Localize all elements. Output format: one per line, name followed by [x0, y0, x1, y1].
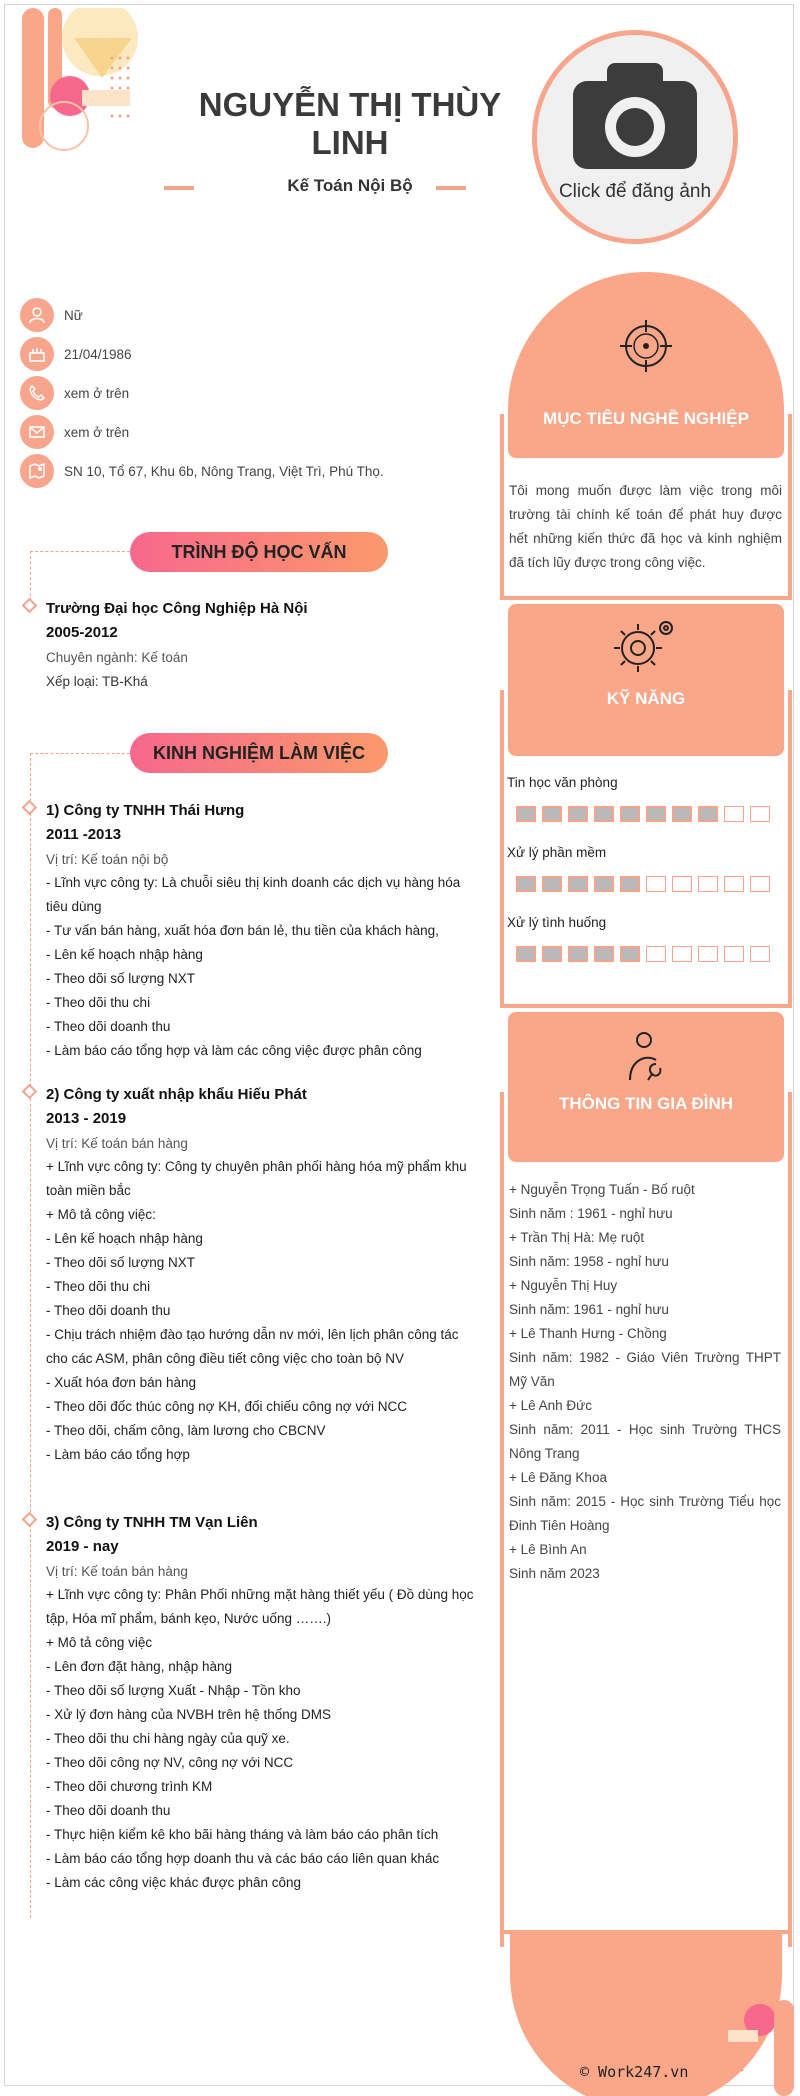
- job-duty: - Theo dõi công nợ NV, công nợ với NCC: [46, 1755, 294, 1770]
- skill-square-empty: [698, 946, 718, 962]
- gear-icon: [610, 614, 682, 678]
- skill-square-filled: [568, 806, 588, 822]
- job-years: 2013 - 2019: [46, 1110, 127, 1127]
- job-duty: - Theo dõi đốc thúc công nợ KH, đối chiếu công nợ với NCC: [46, 1399, 407, 1414]
- objective-heading: MỤC TIÊU NGHỀ NGHIỆP: [543, 409, 749, 428]
- job-duty: - Làm báo cáo tổng hợp doanh thu và các báo cáo liên quan khác: [46, 1851, 440, 1866]
- skill-square-empty: [750, 946, 770, 962]
- skills-heading: KỸ NĂNG: [606, 689, 686, 708]
- job-company: 3) Công ty TNHH TM Vạn Liên: [46, 1514, 258, 1531]
- job-duty: - Làm báo cáo tổng hợp và làm các công việc được phân công: [46, 1043, 422, 1058]
- title-divider-right: [436, 186, 466, 190]
- job-duty: - Lĩnh vực công ty: Là chuỗi siêu thị kinh doanh các dịch vụ hàng hóa tiêu dùng: [46, 875, 461, 914]
- job-description: [46, 1583, 482, 1895]
- family-line: + Lê Anh Đức: [509, 1398, 592, 1413]
- skill-square-filled: [516, 876, 536, 892]
- contact-phone: [20, 376, 490, 410]
- job-duty: + Mô tả công việc:: [46, 1207, 156, 1222]
- section-connector: [30, 753, 130, 754]
- family-line: + Lê Bình An: [509, 1542, 587, 1557]
- family-list: [509, 1178, 781, 1586]
- job-duty: - Theo dõi số lượng NXT: [46, 971, 195, 986]
- phone-icon: [20, 376, 54, 410]
- person-icon: [20, 298, 54, 332]
- job-duty: - Theo dõi số lượng NXT: [46, 1255, 195, 1270]
- skill-square-empty: [672, 876, 692, 892]
- school-grade: Xếp loại: TB-Khá: [46, 674, 148, 689]
- contact-address: [20, 454, 490, 488]
- job-duty: - Theo dõi thu chi: [46, 995, 151, 1010]
- skill-name: Xử lý phần mềm: [507, 845, 607, 860]
- job-description: [46, 1155, 482, 1467]
- skill-square-empty: [646, 876, 666, 892]
- skill-square-filled: [620, 806, 640, 822]
- job-duty: - Lên kế hoạch nhập hàng: [46, 1231, 203, 1246]
- school-years: 2005-2012: [46, 624, 118, 641]
- skill-square-filled: [542, 946, 562, 962]
- mail-icon: [20, 415, 54, 449]
- job-position: Vị trí: Kế toán nội bộ: [46, 852, 169, 867]
- job-duty: - Tư vấn bán hàng, xuất hóa đơn bán lẻ, thu tiền của khách hàng,: [46, 923, 439, 938]
- skill-square-empty: [750, 806, 770, 822]
- school-major: Chuyên ngành: Kế toán: [46, 650, 188, 665]
- skill-rating: [516, 876, 770, 892]
- family-line: + Nguyễn Thị Huy: [509, 1278, 618, 1293]
- contact-text: Nữ: [64, 307, 83, 323]
- photo-upload-label: Click để đăng ảnh: [558, 181, 712, 202]
- family-line: Sinh năm: 1958 - nghỉ hưu: [509, 1254, 669, 1269]
- job-duty: - Thực hiện kiểm kê kho bãi hàng tháng và làm báo cáo phân tích: [46, 1827, 439, 1842]
- objective-text: Tôi mong muốn được làm việc trong môi trường tài chính kế toán để phát huy được hết những kiến thức đã học và kinh nghiệm đã tích lũy được trong công việc.: [509, 483, 782, 570]
- footer-site-link[interactable]: © Work247.vn: [580, 2063, 689, 2081]
- job-position: Vị trí: Kế toán bán hàng: [46, 1136, 188, 1151]
- family-line: + Trần Thị Hà: Mẹ ruột: [509, 1230, 645, 1245]
- skill-square-filled: [620, 946, 640, 962]
- skill-rating: [516, 806, 770, 822]
- family-line: + Lê Thanh Hưng - Chồng: [509, 1326, 667, 1341]
- job-company: 2) Công ty xuất nhập khẩu Hiếu Phát: [46, 1086, 307, 1103]
- job-title: Kế Toán Nội Bộ: [287, 176, 413, 195]
- job-duty: - Chịu trách nhiệm đào tạo hướng dẫn nv mới, lên lịch phân công tác cho các ASM, phân công điều tiết công việc cho toàn bộ NV: [46, 1327, 459, 1366]
- skill-square-filled: [672, 806, 692, 822]
- skill-square-empty: [724, 946, 744, 962]
- job-duty: + Mô tả công việc: [46, 1635, 153, 1650]
- section-connector: [30, 551, 130, 552]
- skill-square-filled: [542, 876, 562, 892]
- photo-upload[interactable]: [532, 30, 738, 244]
- contact-gender: [20, 298, 490, 332]
- skill-square-empty: [646, 946, 666, 962]
- skill-square-empty: [698, 876, 718, 892]
- contact-text: 21/04/1986: [64, 346, 132, 362]
- camera-icon: [573, 63, 697, 169]
- job-company: 1) Công ty TNHH Thái Hưng: [46, 802, 245, 819]
- job-duty: - Theo dõi doanh thu: [46, 1019, 171, 1034]
- job-years: 2019 - nay: [46, 1538, 119, 1555]
- skill-square-empty: [672, 946, 692, 962]
- skill-square-empty: [724, 806, 744, 822]
- skill-square-filled: [594, 946, 614, 962]
- family-icon: [626, 1030, 666, 1084]
- family-line: Sinh năm: 2011 - Học sinh Trường THCS Nông Trang: [509, 1422, 781, 1461]
- map-icon: [20, 454, 54, 488]
- decoration-shapes: [22, 8, 142, 158]
- job-duty: - Theo dõi, chấm công, làm lương cho CBCNV: [46, 1423, 326, 1438]
- skill-square-filled: [516, 946, 536, 962]
- job-description: [46, 871, 482, 1063]
- education-heading: TRÌNH ĐỘ HỌC VẤN: [130, 532, 388, 572]
- skill-square-filled: [594, 806, 614, 822]
- contact-birthday: [20, 337, 490, 371]
- calendar-icon: [20, 337, 54, 371]
- job-position: Vị trí: Kế toán bán hàng: [46, 1564, 188, 1579]
- skill-square-filled: [646, 806, 666, 822]
- job-duty: - Theo dõi thu chi hàng ngày của quỹ xe.: [46, 1731, 290, 1746]
- skill-square-filled: [594, 876, 614, 892]
- job-duty: - Theo dõi thu chi: [46, 1279, 151, 1294]
- contact-text: xem ở trên: [64, 424, 130, 440]
- job-years: 2011 -2013: [46, 826, 122, 843]
- skill-square-filled: [568, 876, 588, 892]
- skill-square-filled: [516, 806, 536, 822]
- skill-name: Tin học văn phòng: [507, 775, 618, 790]
- family-heading: THÔNG TIN GIA ĐÌNH: [558, 1094, 734, 1113]
- job-duty: - Theo dõi số lượng Xuất - Nhập - Tồn kho: [46, 1683, 301, 1698]
- skill-square-empty: [724, 876, 744, 892]
- family-line: Sinh năm: 1961 - nghỉ hưu: [509, 1302, 669, 1317]
- job-duty: - Theo dõi chương trình KM: [46, 1779, 213, 1794]
- contact-text: xem ở trên: [64, 385, 130, 401]
- candidate-name: NGUYỄN THỊ THÙY LINH: [198, 86, 502, 161]
- skill-square-filled: [698, 806, 718, 822]
- family-line: + Lê Đăng Khoa: [509, 1470, 607, 1485]
- skill-square-filled: [620, 876, 640, 892]
- skill-square-empty: [750, 876, 770, 892]
- job-duty: - Lên đơn đặt hàng, nhập hàng: [46, 1659, 233, 1674]
- job-duty: - Theo dõi doanh thu: [46, 1803, 171, 1818]
- skill-square-filled: [542, 806, 562, 822]
- skill-rating: [516, 946, 770, 962]
- family-line: + Nguyễn Trọng Tuấn - Bố ruột: [509, 1182, 695, 1197]
- job-duty: + Lĩnh vực công ty: Công ty chuyên phân phối hàng hóa mỹ phẩm khu toàn miền bắc: [46, 1159, 467, 1198]
- job-duty: - Làm các công việc khác được phân công: [46, 1875, 302, 1890]
- skill-square-filled: [568, 946, 588, 962]
- school-name: Trường Đại học Công Nghiệp Hà Nội: [46, 600, 308, 617]
- timeline-line: [30, 753, 31, 1918]
- job-duty: - Lên kế hoạch nhập hàng: [46, 947, 203, 962]
- skill-name: Xử lý tình huống: [507, 915, 607, 930]
- job-duty: + Lĩnh vực công ty: Phân Phối những mặt hàng thiết yếu ( Đồ dùng học tập, Hóa mĩ phẩm, bánh kẹo, Nước uống …….): [46, 1587, 474, 1626]
- family-line: Sinh năm : 1961 - nghỉ hưu: [509, 1206, 673, 1221]
- job-duty: - Làm báo cáo tổng hợp: [46, 1447, 190, 1462]
- family-line: Sinh năm 2023: [509, 1566, 600, 1581]
- target-icon: [616, 316, 676, 376]
- job-duty: - Xuất hóa đơn bán hàng: [46, 1375, 196, 1390]
- contact-text: SN 10, Tổ 67, Khu 6b, Nông Trang, Việt Trì, Phú Thọ.: [64, 463, 384, 479]
- decoration-shapes: [720, 2000, 794, 2096]
- experience-heading: KINH NGHIỆM LÀM VIỆC: [130, 733, 388, 773]
- job-duty: - Theo dõi doanh thu: [46, 1303, 171, 1318]
- family-line: Sinh năm: 2015 - Học sinh Trường Tiểu học Đinh Tiên Hoàng: [509, 1494, 781, 1533]
- job-duty: - Xử lý đơn hàng của NVBH trên hệ thống DMS: [46, 1707, 332, 1722]
- family-line: Sinh năm: 1982 - Giáo Viên Trường THPT Mỹ Văn: [509, 1350, 781, 1389]
- contact-email: [20, 415, 490, 449]
